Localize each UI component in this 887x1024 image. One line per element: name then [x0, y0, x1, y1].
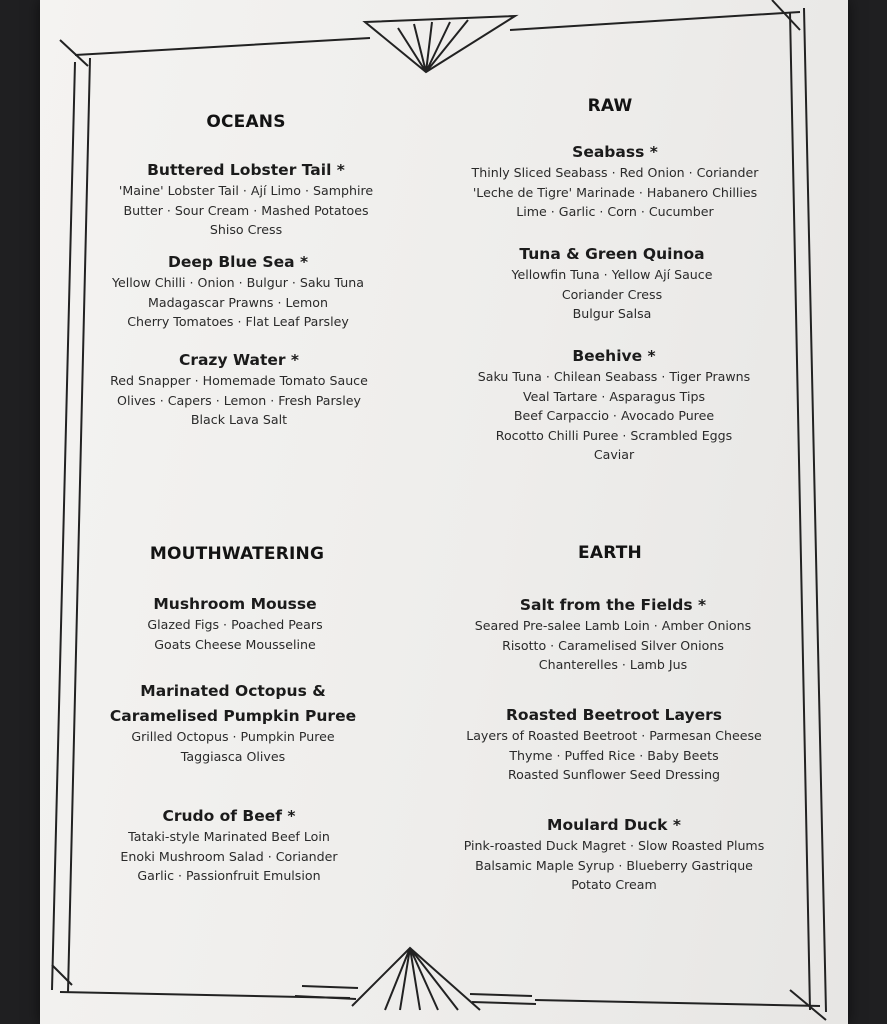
dish-name: Marinated Octopus &	[140, 682, 326, 700]
dish-salt-from-the-fields	[443, 595, 783, 675]
dish-ingredients: Taggiasca Olives	[180, 748, 286, 764]
dish-ingredients: Glazed Figs · Poached Pears	[147, 617, 323, 632]
dish-ingredients: 'Maine' Lobster Tail · Ají Limo · Samphire	[118, 183, 374, 198]
dish-ingredients: Beef Carpaccio · Avocado Puree	[513, 408, 715, 423]
dish-marinated-octopus	[63, 681, 403, 766]
section-title-earth: EARTH	[578, 543, 642, 563]
dish-moulard-duck	[444, 815, 784, 895]
dish-ingredients: Thinly Sliced Seabass · Red Onion · Coriander	[471, 165, 759, 180]
dish-ingredients: Risotto · Caramelised Silver Onions	[502, 637, 724, 653]
dish-ingredients: Roasted Sunflower Seed Dressing	[507, 767, 721, 782]
dish-deep-blue-sea	[68, 252, 408, 332]
dish-crazy-water	[69, 350, 409, 430]
dish-ingredients: Yellow Chilli · Onion · Bulgur · Saku Tuna	[112, 275, 364, 290]
dish-name-continued: Caramelised Pumpkin Puree	[109, 707, 357, 725]
dish-ingredients: Thyme · Puffed Rice · Baby Beets	[509, 747, 719, 763]
dish-ingredients: Enoki Mushroom Salad · Coriander	[120, 848, 338, 864]
dish-name: Roasted Beetroot Layers	[505, 706, 723, 724]
dish-ingredients: Saku Tuna · Chilean Seabass · Tiger Prawns	[477, 369, 751, 384]
dish-ingredients: Butter · Sour Cream · Mashed Potatoes	[123, 202, 369, 218]
dish-ingredients: Olives · Capers · Lemon · Fresh Parsley	[117, 392, 361, 408]
dish-ingredients: Grilled Octopus · Pumpkin Puree	[131, 729, 335, 744]
dish-seabass	[445, 142, 785, 222]
dish-ingredients: Black Lava Salt	[190, 412, 288, 427]
dish-name: Buttered Lobster Tail *	[147, 161, 345, 179]
dish-mushroom-mousse	[65, 594, 405, 654]
dish-ingredients: Veal Tartare · Asparagus Tips	[522, 388, 706, 404]
dish-ingredients: Tataki-style Marinated Beef Loin	[128, 829, 330, 844]
dish-ingredients: Layers of Roasted Beetroot · Parmesan Cheese	[466, 728, 762, 743]
dish-name: Crudo of Beef *	[162, 807, 296, 825]
section-title-oceans: OCEANS	[206, 112, 286, 132]
dish-ingredients: Yellowfin Tuna · Yellow Ají Sauce	[511, 267, 713, 282]
dish-beehive	[444, 346, 784, 465]
dish-crudo-of-beef	[59, 806, 399, 886]
dish-name: Beehive *	[572, 347, 656, 365]
dish-ingredients: Seared Pre-salee Lamb Loin · Amber Onions	[474, 618, 752, 633]
dish-name: Salt from the Fields *	[519, 596, 707, 614]
dish-roasted-beetroot-layers	[444, 705, 784, 785]
dish-ingredients: Caviar	[593, 447, 635, 462]
dish-tuna-green-quinoa	[442, 244, 782, 324]
dish-ingredients: Red Snapper · Homemade Tomato Sauce	[110, 373, 368, 388]
dish-name: Mushroom Mousse	[153, 595, 317, 613]
dish-ingredients: Pink-roasted Duck Magret · Slow Roasted Plums	[463, 838, 765, 853]
dish-ingredients: Balsamic Maple Syrup · Blueberry Gastrique	[475, 857, 753, 873]
dish-name: Seabass *	[572, 143, 658, 161]
dish-ingredients: Chanterelles · Lamb Jus	[538, 657, 688, 672]
dish-ingredients: Shiso Cress	[209, 222, 283, 237]
dish-ingredients: Cherry Tomatoes · Flat Leaf Parsley	[127, 314, 349, 329]
section-title-raw: RAW	[587, 96, 633, 116]
dish-buttered-lobster-tail	[76, 160, 416, 240]
dish-name: Deep Blue Sea *	[167, 253, 309, 271]
dish-ingredients: Goats Cheese Mousseline	[154, 636, 316, 652]
section-title-mouthwatering: MOUTHWATERING	[149, 544, 325, 564]
dish-ingredients: Bulgur Salsa	[572, 306, 652, 321]
dish-ingredients: Madagascar Prawns · Lemon	[147, 294, 328, 310]
dish-name: Crazy Water *	[178, 351, 300, 369]
dish-ingredients: Coriander Cress	[561, 286, 663, 302]
dish-ingredients: Lime · Garlic · Corn · Cucumber	[516, 204, 714, 219]
menu-sheet	[40, 0, 848, 1024]
dish-ingredients: Rocotto Chilli Puree · Scrambled Eggs	[495, 427, 733, 443]
dish-ingredients: 'Leche de Tigre' Marinade · Habanero Chillies	[472, 184, 758, 200]
dish-name: Tuna & Green Quinoa	[519, 245, 705, 263]
dish-ingredients: Potato Cream	[571, 877, 657, 892]
dish-ingredients: Garlic · Passionfruit Emulsion	[137, 868, 321, 883]
dish-name: Moulard Duck *	[547, 816, 681, 834]
